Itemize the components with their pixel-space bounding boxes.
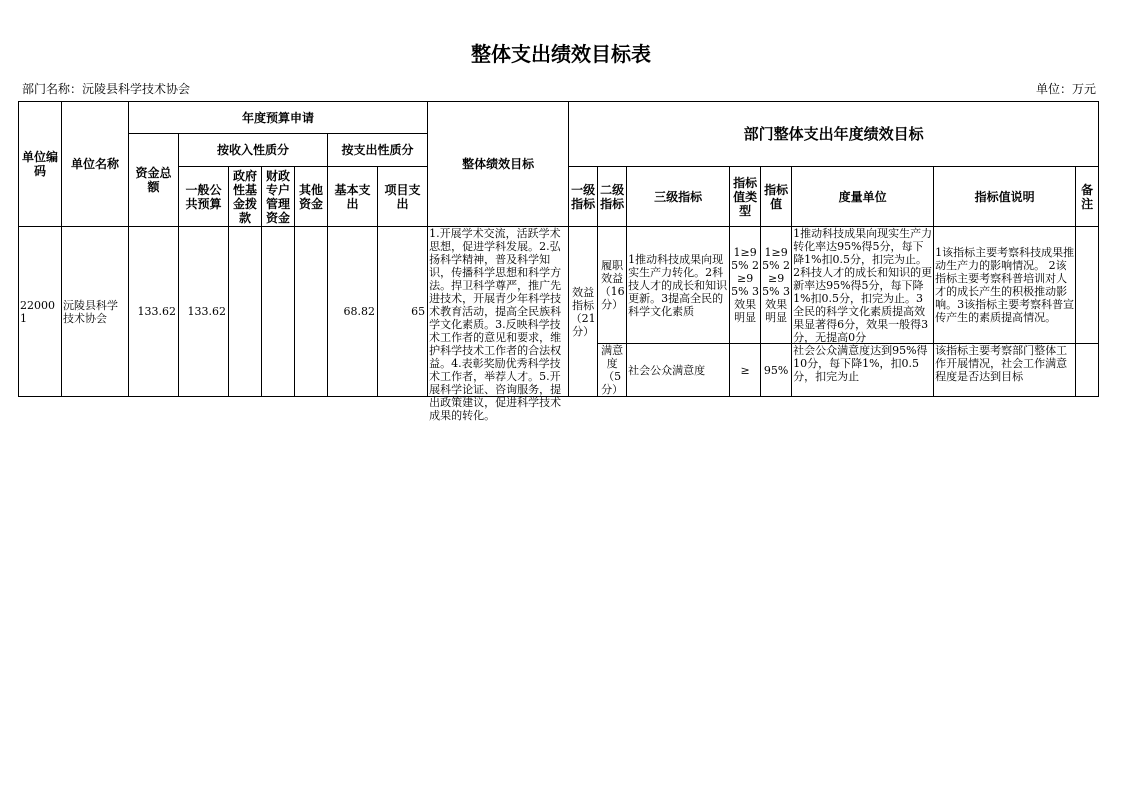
cell-level3-a: 1推动科技成果向现实生产力转化。2科技人才的成长和知识更新。3提高全民的科学文化素质 — [627, 227, 730, 344]
header-overall-goal: 整体绩效目标 — [428, 102, 569, 227]
header-measure-unit: 度量单位 — [792, 167, 934, 227]
unit-label: 单位：万元 — [1035, 82, 1096, 96]
cell-unit-name: 沅陵县科学技术协会 — [62, 227, 129, 397]
cell-level2-a: 履职效益（16分） — [598, 227, 627, 344]
cell-project-expense: 65 — [378, 227, 428, 397]
cell-other-funds — [295, 227, 328, 397]
cell-desc-a: 1该指标主要考察科技成果推动生产力的影响情况。 2该指标主要考察科普培训对人才的成长产生的积极推动影响。3该指标主要考察科普宣传产生的素质提高情况。 — [934, 227, 1076, 344]
cell-level2-b: 满意度（5分） — [598, 344, 627, 397]
header-basic-expense: 基本支出 — [328, 167, 378, 227]
cell-fiscal-special — [262, 227, 295, 397]
header-value-desc: 指标值说明 — [934, 167, 1076, 227]
cell-value-type-a: 1≥95% 2≥95% 3效果明显 — [730, 227, 761, 344]
cell-value-type-b: ≥ — [730, 344, 761, 397]
cell-value-b: 95% — [761, 344, 792, 397]
header-annual-budget: 年度预算申请 — [129, 102, 428, 134]
header-other-funds: 其他资金 — [295, 167, 328, 227]
cell-value-a: 1≥95% 2≥95% 3效果明显 — [761, 227, 792, 344]
header-unit-code: 单位编码 — [19, 102, 62, 227]
department-label: 部门名称：沅陵县科学技术协会 — [22, 82, 191, 96]
cell-remark-b — [1076, 344, 1099, 397]
cell-level1: 效益指标（21分） — [569, 227, 598, 397]
cell-overall-goal: 1.开展学术交流，活跃学术思想，促进学科发展。2.弘扬科学精神，普及科学知识，传播科学思想和科学方法。捍卫科学尊严，推广先进技术，开展青少年科学技术教育活动，提高全民族科学文化素质。3.反映科学技术工作者的意见和要求，维护科学技术工作者的合法权益。4.表彰奖励优秀科学技术工作者，举荐人才。5.开展科学论证、咨询服务，提出政策建议，促进科学技术成果的转化。 — [429, 227, 562, 422]
table-row — [19, 227, 1099, 344]
header-unit-name: 单位名称 — [62, 102, 129, 227]
header-level3: 三级指标 — [627, 167, 730, 227]
header-total-funds: 资金总额 — [129, 134, 179, 227]
header-general-budget: 一般公共预算 — [179, 167, 229, 227]
page-title: 整体支出绩效目标表 — [471, 42, 651, 66]
header-gov-fund: 政府性基金拨款 — [229, 167, 262, 227]
header-level2: 二级指标 — [598, 167, 627, 227]
cell-unit-code: 220001 — [19, 227, 62, 397]
cell-gov-fund — [229, 227, 262, 397]
header-value-type: 指标值类型 — [730, 167, 761, 227]
header-level1: 一级指标 — [569, 167, 598, 227]
header-project-expense: 项目支出 — [378, 167, 428, 227]
cell-total-funds: 133.62 — [129, 227, 179, 397]
cell-level3-b: 社会公众满意度 — [627, 344, 730, 397]
header-by-income: 按收入性质分 — [179, 134, 328, 167]
header-remark: 备注 — [1076, 167, 1099, 227]
header-value: 指标值 — [761, 167, 792, 227]
cell-general-budget: 133.62 — [179, 227, 229, 397]
cell-measure-b: 社会公众满意度达到95%得10分，每下降1%，扣0.5分，扣完为止 — [793, 344, 928, 383]
cell-remark-a — [1076, 227, 1099, 344]
cell-measure-a: 1推动科技成果向现实生产力转化率达95%得5分，每下降1%扣0.5分，扣完为止。2科技人才的成长和知识的更新率达95%得5分，每下降1%扣0.5分，扣完为止。3全民的科学文化素质提高效果显著得6分，效果一般得3分，无提高0分 — [793, 227, 933, 344]
header-by-expense: 按支出性质分 — [328, 134, 428, 167]
header-fiscal-special: 财政专户管理资金 — [262, 167, 295, 227]
header-dept-goal: 部门整体支出年度绩效目标 — [569, 102, 1099, 167]
cell-desc-b: 该指标主要考察部门整体工作开展情况，社会工作满意程度是否达到目标 — [935, 344, 1068, 383]
performance-table — [18, 101, 1099, 422]
cell-basic-expense: 68.82 — [328, 227, 378, 397]
